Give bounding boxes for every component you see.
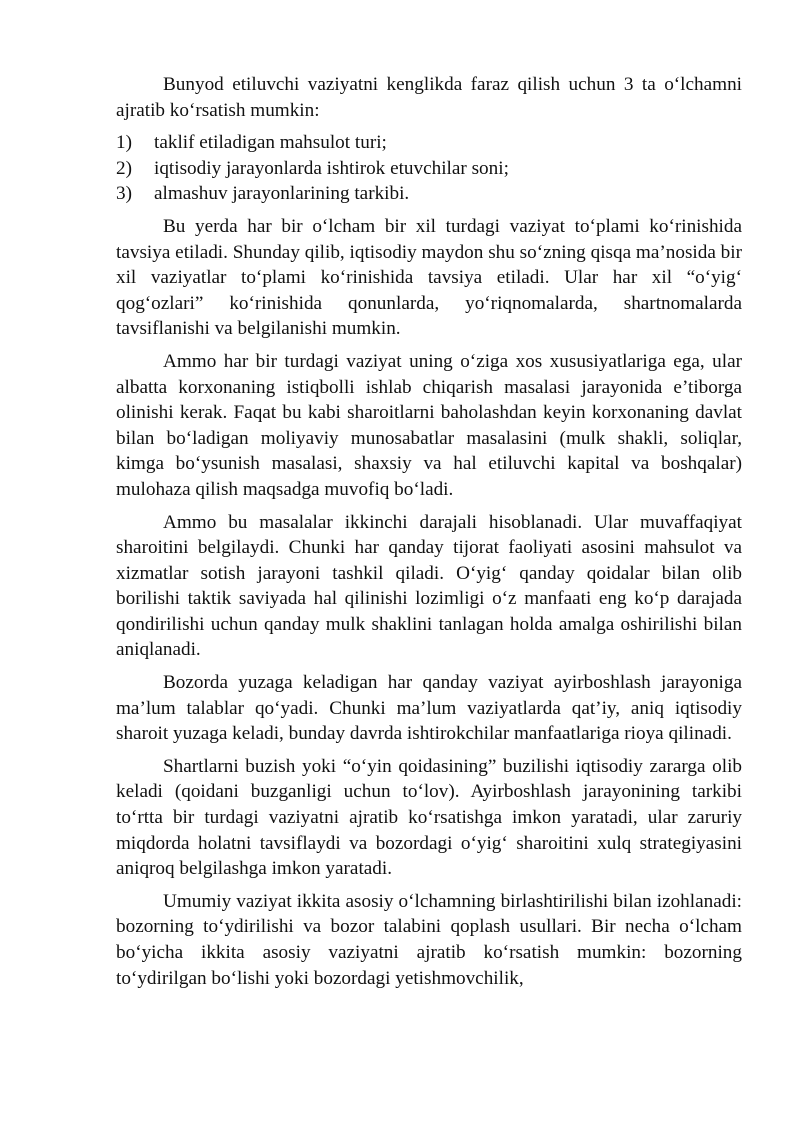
paragraph: Ammo bu masalalar ikkinchi darajali hisoblanadi. Ular muvaffaqiyat sharoitini belgilaydi. Chunki har qanday tijorat faoliyati asosini mahsulot va xizmatlar sotish jarayoni tashkil qiladi. O‘yig‘ qanday qoidalar bilan olib borilishi taktik saviyada hal qilinishi lozimligi o‘z manfaati eng ko‘p darajada qondirilishi uchun qanday mulk shaklini tanlagan holda amalga oshirilishi bilan aniqlanadi.: [116, 511, 742, 661]
list-item-number: 1): [116, 132, 132, 154]
list-item: [116, 181, 742, 207]
paragraph: Bu yerda har bir o‘lcham bir xil turdagi vaziyat to‘plami ko‘rinishida tavsiya etiladi. Shunday qilib, iqtisodiy maydon shu so‘zning qisqa ma’nosida bir xil vaziyatlar to‘plami ko‘rinishida tavsiya etiladi. Ular har xil “o‘yig‘ qog‘ozlari” ko‘rinishida qonunlarda, yo‘riqnomalarda, shartnomalarda tavsiflanishi va belgilanishi mumkin.: [116, 215, 742, 340]
paragraph: Shartlarni buzish yoki “o‘yin qoidasining” buzilishi iqtisodiy zararga olib keladi (qoidani buzganligi uchun to‘lov). Ayirboshlash jarayonining tarkibi to‘rtta bir turdagi vaziyatni ajratib ko‘rsatishga imkon yaratadi, ular zaruriy miqdorda holatni tavsiflaydi va bozordagi o‘yig‘ sharoitini xulq strategiyasini aniqroq belgilashga imkon yaratadi.: [116, 755, 742, 880]
paragraph: Ammo har bir turdagi vaziyat uning o‘ziga xos xususiyatlariga ega, ular albatta korxonaning istiqbolli ishlab chiqarish masalasi jarayonida e’tiborga olinishi kerak. Faqat bu kabi sharoitlarni baholashdan keyin korxonaning davlat bilan bo‘ladigan moliyaviy munosabatlar masalasini (mulk shakli, soliqlar, kimga bo‘ysunish masalasi, shaxsiy va hal etiluvchi kapital va boshqalar) mulohaza qilish maqsadga muvofiq bo‘ladi.: [116, 350, 742, 500]
list-item-number: 3): [116, 183, 132, 205]
list-item: [116, 156, 742, 182]
paragraph: Bozorda yuzaga keladigan har qanday vaziyat ayirboshlash jarayoniga ma’lum talablar qo‘yadi. Chunki ma’lum vaziyatlarda qat’iy, aniq iqtisodiy sharoit yuzaga keladi, bunday davrda ishtirokchilar manfaatlariga rioya qilinadi.: [116, 672, 742, 745]
list-item-number: 2): [116, 157, 132, 179]
document-page: [116, 72, 742, 991]
list-item: [116, 130, 742, 156]
paragraph: Bunyod etiluvchi vaziyatni kenglikda faraz qilish uchun 3 ta o‘lchamni ajratib ko‘rsatish mumkin:: [116, 74, 742, 121]
numbered-list: [116, 130, 742, 207]
list-item-text: iqtisodiy jarayonlarda ishtirok etuvchilar soni;: [154, 157, 509, 179]
list-item-text: almashuv jarayonlarining tarkibi.: [154, 183, 410, 205]
list-item-text: taklif etiladigan mahsulot turi;: [154, 132, 387, 154]
paragraph: Umumiy vaziyat ikkita asosiy o‘lchamning birlashtirilishi bilan izohlanadi: bozorning to‘ydirilishi va bozor talabini qoplash usullari. Bir necha o‘lcham bo‘yicha ikkita asosiy vaziyatni ajratib ko‘rsatish mumkin: bozorning to‘ydirilgan bo‘lishi yoki bozordagi yetishmovchilik,: [116, 890, 742, 989]
